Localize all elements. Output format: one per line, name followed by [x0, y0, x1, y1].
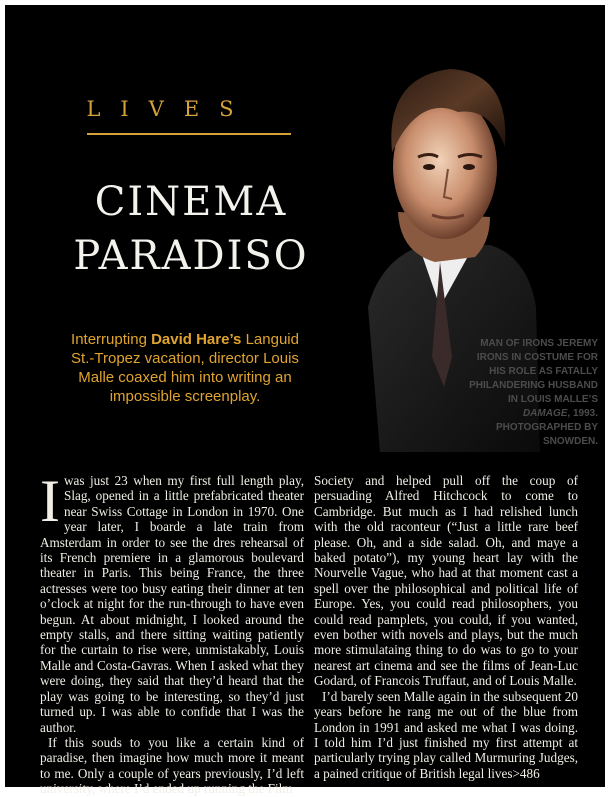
photo-caption	[460, 337, 598, 449]
body-paragraph: I’d barely seen Malle again in the subsequent 20 years before he rang me out of the blue from London in 1991 and asked me what I was doing. I told him I’d just finished my first attempt at particularly trying play called Murmuring Judges, a pained critique of British legal lives>486	[314, 688, 578, 781]
dek-intro: Interrupting	[71, 331, 152, 348]
article-title	[35, 175, 347, 283]
article-dek	[65, 330, 305, 406]
body-column-left	[40, 468, 304, 797]
body-column-right	[314, 473, 578, 781]
dek-author: David Hare’s	[151, 331, 242, 348]
magazine-page	[5, 5, 605, 797]
caption-credit: , 1993. PHOTOGRAPHED BY SNOWDEN.	[495, 408, 598, 447]
dek-rest: Languid St.-Tropez vacation, director Louis Malle coaxed him into writing an impossible screenplay.	[71, 331, 299, 405]
body-paragraph	[40, 468, 304, 735]
section-rule	[87, 133, 291, 135]
title-line-1: CINEMA	[94, 179, 288, 225]
body-paragraph: If this souds to you like a certain kind of paradise, then imagine how much more it meant to me. Only a couple of years previously, I’d left university, where I’d ended up running the Film	[40, 734, 304, 797]
body-paragraph: Society and helped pull off the coup of persuading Alfred Hitchcock to come to Cambridge. But much as I had relished lunch with the old raconteur (“Just a little rare beef please. Oh, and a side salad. Oh, and maye a baked potato”), my young heart lay with the Nourvelle Vague, who had at that moment cast a spell over the philosophical and political life of Europe. Yes, you could read philosophers, you could read pamplets, you could, if you wanted, even bother with novels and plays, but the much more stimulataing thing to do was to go to your nearest art cinema and see the films of Jean-Luc Godard, of Francois Truffaut, and of Louis Malle.	[314, 473, 578, 689]
paragraph-text: was just 23 when my first full length play, Slag, opened in a little prefabricated theater near Swiss Cottage in London in 1970. One year later, I boarde a late train from Amsterdam in order to see the dres rehearsal of its French premiere in a glamorous boulevard theater in Paris. This being France, the three actresses were too busy eating their dinner at ten o’clock at night for the run-through to have even begun. At about midnight, I looked around the empty stalls, and there sitting waiting patiently for the curtain to rise were, unmistakably, Louis Malle and Costa-Gavras. When I asked what they were doing, they said that they’d heard that the play was going to be interesting, so they’d just turned up. I was able to confide that I was the author.	[40, 473, 304, 735]
drop-cap: I	[40, 468, 60, 534]
caption-text: MAN OF IRONS JEREMY IRONS IN COSTUME FOR HIS ROLE AS FATALLY PHILANDERING HUSBAND IN LOUIS MALLE’S	[469, 338, 598, 405]
title-line-2: PARADISO	[73, 233, 309, 279]
section-label: LIVES	[86, 97, 254, 121]
caption-film-title: DAMAGE	[522, 408, 568, 419]
